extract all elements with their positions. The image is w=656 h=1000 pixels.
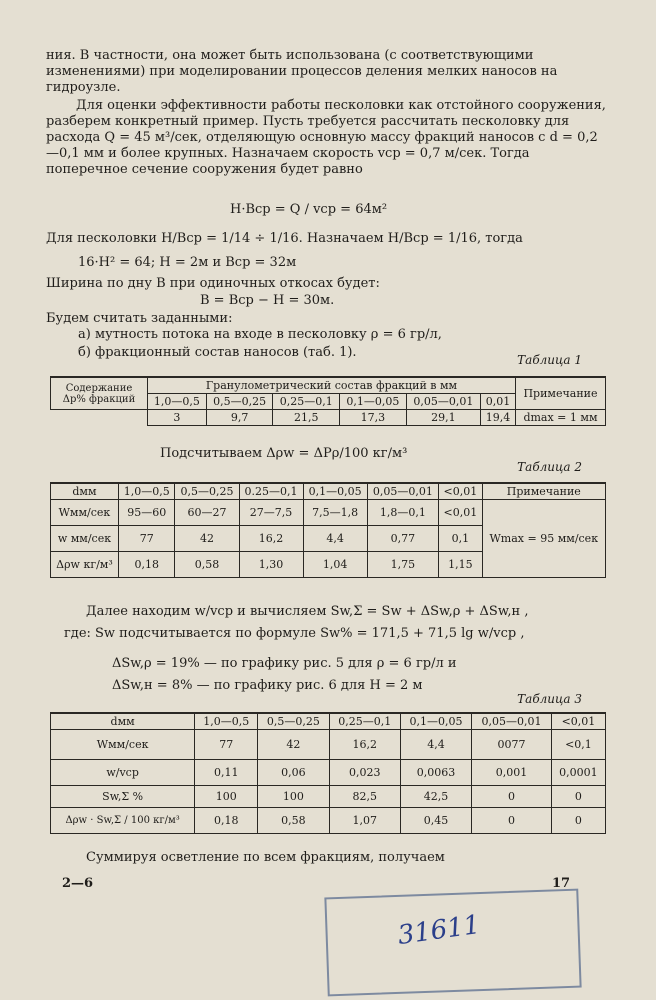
table-3-cell: 0,0001 (551, 760, 605, 786)
paragraph-1: ния. В частности, она может быть использована (с соответствующими изменениями) при моделировании процессов деления мелких наносов на гидроузле. (46, 48, 558, 95)
table-2-row-label: Wмм/сек (51, 500, 119, 526)
table-3-cell: <0,1 (551, 730, 605, 760)
table-3-cell: 100 (258, 786, 329, 808)
table-2-cell: 95—60 (118, 500, 175, 526)
formula-delta-s-h: ΔSw,н = 8% — по графику рис. 6 для H = 2 м (112, 678, 423, 693)
table-3-cell: 77 (195, 730, 258, 760)
table-3-caption: Таблица 3 (517, 692, 582, 706)
table-2-cell: 0,77 (367, 526, 439, 552)
table-1-caption: Таблица 1 (517, 353, 582, 367)
formula-cross-section: H·Bср = Q / vср = 64м² (230, 202, 388, 217)
table-1-value: 21,5 (273, 410, 340, 426)
table-2-head: <0,01 (439, 483, 482, 500)
table-3-cell: 0 (551, 786, 605, 808)
table-2-cell: 77 (118, 526, 175, 552)
table-2-cell: 0,18 (118, 552, 175, 578)
paragraph-11: Суммируя осветление по всем фракциям, получаем (86, 850, 445, 865)
table-2-head: 0,05—0,01 (367, 483, 439, 500)
table-3-cell: 0,18 (195, 808, 258, 834)
table-1-group-header: Гранулометрический состав фракций в мм (148, 377, 516, 394)
library-stamp (324, 889, 581, 997)
table-1-value: 19,4 (481, 410, 516, 426)
table-2-cell: 42 (175, 526, 239, 552)
page-number: 17 (552, 876, 571, 891)
table-2-cell: 60—27 (175, 500, 239, 526)
table-1-col: 1,0—0,5 (148, 394, 207, 410)
table-3-cell: 0 (472, 808, 552, 834)
table-1-note: dmax = 1 мм (515, 410, 605, 426)
table-2-cell: 16,2 (239, 526, 303, 552)
table-3-head: 0,1—0,05 (400, 713, 471, 730)
table-3-row-label: w/vср (51, 760, 195, 786)
table-1-value: 9,7 (206, 410, 273, 426)
table-3-head: 0,5—0,25 (258, 713, 329, 730)
table-3-cell: 0,06 (258, 760, 329, 786)
paragraph-5: Будем считать заданными: (46, 311, 233, 326)
table-3-head: <0,01 (551, 713, 605, 730)
table-3-row-label: Sw,Σ % (51, 786, 195, 808)
table-2-row-label: Δρw кг/м³ (51, 552, 119, 578)
table-3-head: 1,0—0,5 (195, 713, 258, 730)
table-1-value: 17,3 (340, 410, 407, 426)
table-3-cell: 42,5 (400, 786, 471, 808)
formula-width: B = Bср − H = 30м. (200, 293, 335, 308)
table-2-caption: Таблица 2 (517, 460, 582, 474)
table-3 (50, 712, 606, 834)
table-2-cell: 1,75 (367, 552, 439, 578)
table-2-cell: 1,8—0,1 (367, 500, 439, 526)
table-2-cell: 1,15 (439, 552, 482, 578)
stamp-signature: 31611 (395, 909, 482, 952)
table-2-cell: 4,4 (303, 526, 367, 552)
table-3-cell: 0,001 (472, 760, 552, 786)
table-2-head: 0,1—0,05 (303, 483, 367, 500)
table-2-cell: 0,58 (175, 552, 239, 578)
table-2-cell: 7,5—1,8 (303, 500, 367, 526)
table-3-cell: 0,0063 (400, 760, 471, 786)
table-1-col: 0,01 (481, 394, 516, 410)
table-1-col: 0,05—0,01 (406, 394, 480, 410)
table-3-cell: 0,023 (329, 760, 400, 786)
table-3-cell: 0,58 (258, 808, 329, 834)
paragraph-2: Для оценки эффективности работы песколовки как отстойного сооружения, разберем конкретный пример. Пусть требуется рассчитать песколовку для расхода Q = 45 м³/сек, отделяющую основную массу фракций наносов с d = 0,2—0,1 мм и более крупных. Назначаем скорость vср = 0,7 м/сек. Тогда поперечное сечение сооружения будет равно (46, 98, 606, 177)
table-1-col: 0,5—0,25 (206, 394, 273, 410)
table-2-head: dмм (51, 483, 119, 500)
formula-depth: 16·H² = 64; H = 2м и Bср = 32м (78, 255, 297, 270)
table-3-cell: 42 (258, 730, 329, 760)
table-3-head: dмм (51, 713, 195, 730)
paragraph-3: Для песколовки H/Bср = 1/14 ÷ 1/16. Назначаем H/Bср = 1/16, тогда (46, 231, 523, 246)
table-1-spacer (51, 410, 148, 426)
table-2-head: 1,0—0,5 (118, 483, 175, 500)
table-3-cell: 0,45 (400, 808, 471, 834)
table-2 (50, 482, 606, 578)
table-3-head: 0,05—0,01 (472, 713, 552, 730)
table-2-row-label: w мм/сек (51, 526, 119, 552)
paragraph-10: где: Sw подсчитывается по формуле Sw% = 171,5 + 71,5 lg w/vср , (64, 626, 525, 641)
paragraph-6: а) мутность потока на входе в песколовку ρ = 6 гр/л, (78, 327, 442, 342)
table-3-cell: 0 (551, 808, 605, 834)
table-2-head: 0.25—0,1 (239, 483, 303, 500)
signature-mark: 2—6 (62, 876, 94, 891)
table-2-cell: 27—7,5 (239, 500, 303, 526)
table-3-cell: 82,5 (329, 786, 400, 808)
table-2-cell: 1,30 (239, 552, 303, 578)
table-3-cell: 16,2 (329, 730, 400, 760)
table-2-head: Примечание (482, 483, 605, 500)
table-3-row-label: Wмм/сек (51, 730, 195, 760)
table-3-head: 0,25—0,1 (329, 713, 400, 730)
table-2-cell: 0,1 (439, 526, 482, 552)
table-3-cell: 0077 (472, 730, 552, 760)
table-1-row-label: Содержание Δp% фракций (51, 377, 148, 410)
table-1-col: 0,1—0,05 (340, 394, 407, 410)
formula-delta-s-rho: ΔSw,ρ = 19% — по графику рис. 5 для ρ = 6 гр/л и (112, 656, 457, 671)
table-1-col: 0,25—0,1 (273, 394, 340, 410)
table-2-head: 0,5—0,25 (175, 483, 239, 500)
table-3-cell: 1,07 (329, 808, 400, 834)
table-3-row-label: Δρw · Sw,Σ / 100 кг/м³ (51, 808, 195, 834)
table-3-cell: 0 (472, 786, 552, 808)
paragraph-7: б) фракционный состав наносов (таб. 1). (78, 345, 357, 360)
table-1 (50, 376, 606, 426)
paragraph-4: Ширина по дну B при одиночных откосах будет: (46, 276, 380, 291)
table-3-cell: 4,4 (400, 730, 471, 760)
table-1-value: 3 (148, 410, 207, 426)
table-1-value: 29,1 (406, 410, 480, 426)
paragraph-9: Далее находим w/vср и вычисляем Sw,Σ = Sw + ΔSw,ρ + ΔSw,н , (86, 604, 529, 619)
table-2-cell: <0,01 (439, 500, 482, 526)
formula-delta-rho: Подсчитываем Δρw = ΔPρ/100 кг/м³ (160, 446, 408, 461)
table-1-note-header: Примечание (515, 377, 605, 410)
table-3-cell: 100 (195, 786, 258, 808)
table-2-note: Wmax = 95 мм/сек (482, 500, 605, 578)
table-2-cell: 1,04 (303, 552, 367, 578)
table-3-cell: 0,11 (195, 760, 258, 786)
